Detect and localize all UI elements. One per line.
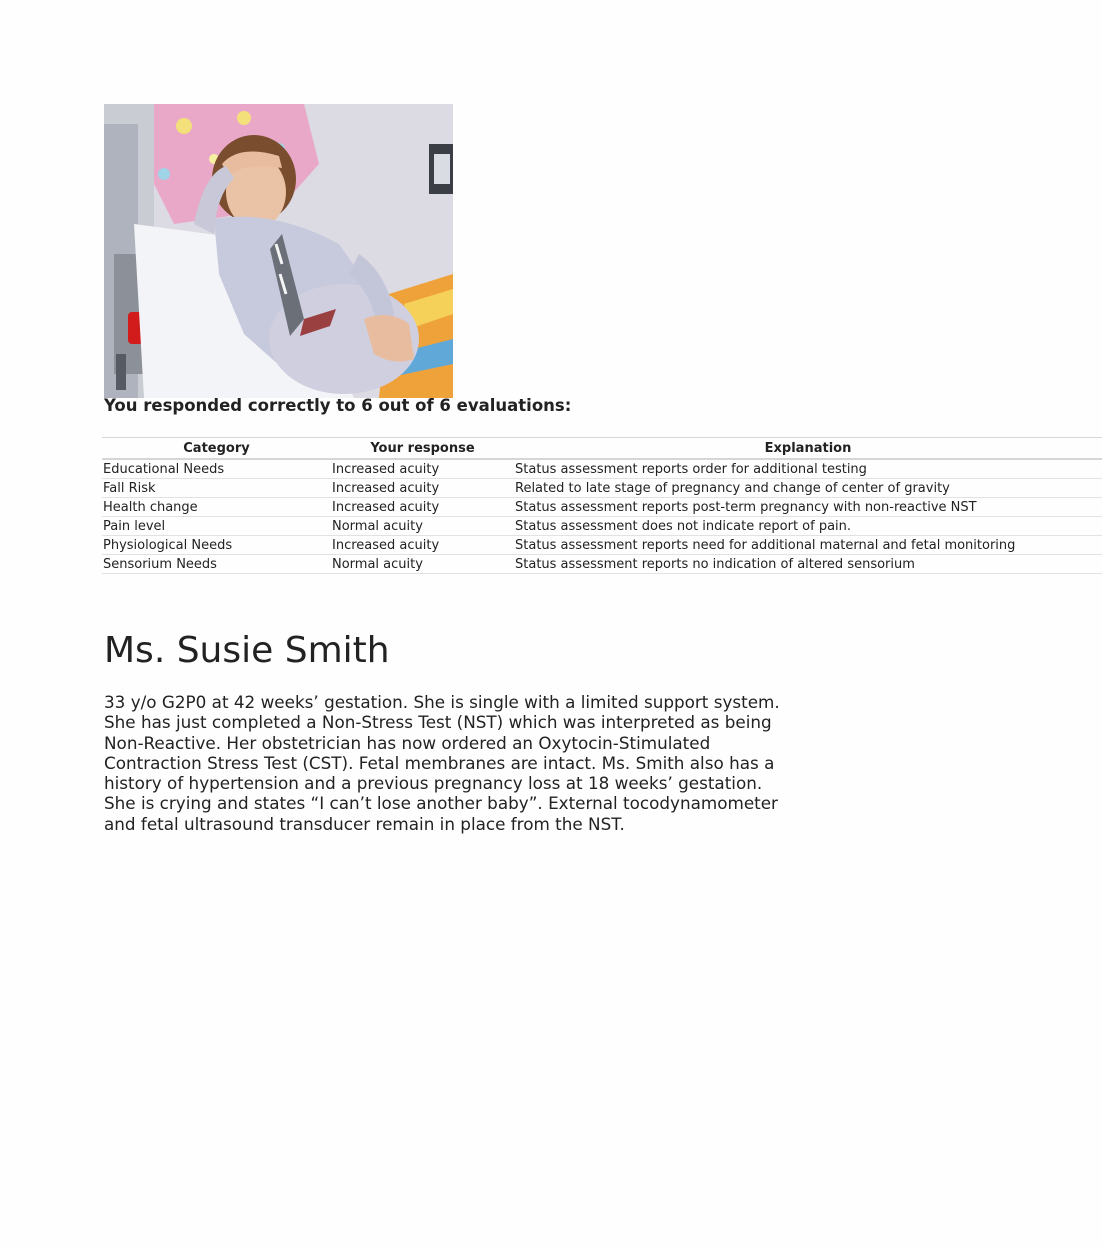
- header-category: Category: [102, 438, 331, 460]
- table-row: [102, 555, 1102, 574]
- evaluation-table: [102, 437, 1102, 574]
- table-row: [102, 479, 1102, 498]
- cell-category: Pain level: [102, 517, 331, 536]
- cell-response: Increased acuity: [331, 479, 514, 498]
- table-header-row: [102, 438, 1102, 460]
- cell-category: Sensorium Needs: [102, 555, 331, 574]
- patient-name: Ms. Susie Smith: [104, 630, 390, 671]
- cell-response: Normal acuity: [331, 555, 514, 574]
- table-row: [102, 517, 1102, 536]
- evaluation-table-container: [102, 437, 1016, 577]
- patient-description: 33 y/o G2P0 at 42 weeks’ gestation. She is single with a limited support system. She has just completed a Non-Stress Test (NST) which was interpreted as being Non-Reactive. Her obstetrician has now ordered an Oxytocin-Stimulated Contraction Stress Test (CST). Fetal membranes are intact. Ms. Smith also has a history of hypertension and a previous pregnancy loss at 18 weeks’ gestation. She is crying and states “I can’t lose another baby”. External tocodynamometer and fetal ultrasound transducer remain in place from the NST.: [104, 692, 780, 834]
- cell-category: Educational Needs: [102, 459, 331, 479]
- cell-response: Increased acuity: [331, 498, 514, 517]
- cell-explanation: Status assessment reports no indication of altered sensorium: [514, 555, 1102, 574]
- table-row: [102, 536, 1102, 555]
- cell-category: Physiological Needs: [102, 536, 331, 555]
- cell-explanation: Status assessment does not indicate report of pain.: [514, 517, 1102, 536]
- cell-explanation: Status assessment reports order for additional testing: [514, 459, 1102, 479]
- header-explanation: Explanation: [514, 438, 1102, 460]
- cell-explanation: Status assessment reports need for additional maternal and fetal monitoring: [514, 536, 1102, 555]
- results-heading: You responded correctly to 6 out of 6 evaluations:: [104, 396, 572, 415]
- cell-category: Health change: [102, 498, 331, 517]
- cell-response: Increased acuity: [331, 536, 514, 555]
- cell-response: Normal acuity: [331, 517, 514, 536]
- cell-response: Increased acuity: [331, 459, 514, 479]
- cell-explanation: Status assessment reports post-term pregnancy with non-reactive NST: [514, 498, 1102, 517]
- table-row: [102, 459, 1102, 479]
- table-row: [102, 498, 1102, 517]
- cell-category: Fall Risk: [102, 479, 331, 498]
- cell-explanation: Related to late stage of pregnancy and change of center of gravity: [514, 479, 1102, 498]
- patient-photo-illustration: [104, 104, 453, 398]
- patient-photo: [104, 104, 453, 398]
- header-your-response: Your response: [331, 438, 514, 460]
